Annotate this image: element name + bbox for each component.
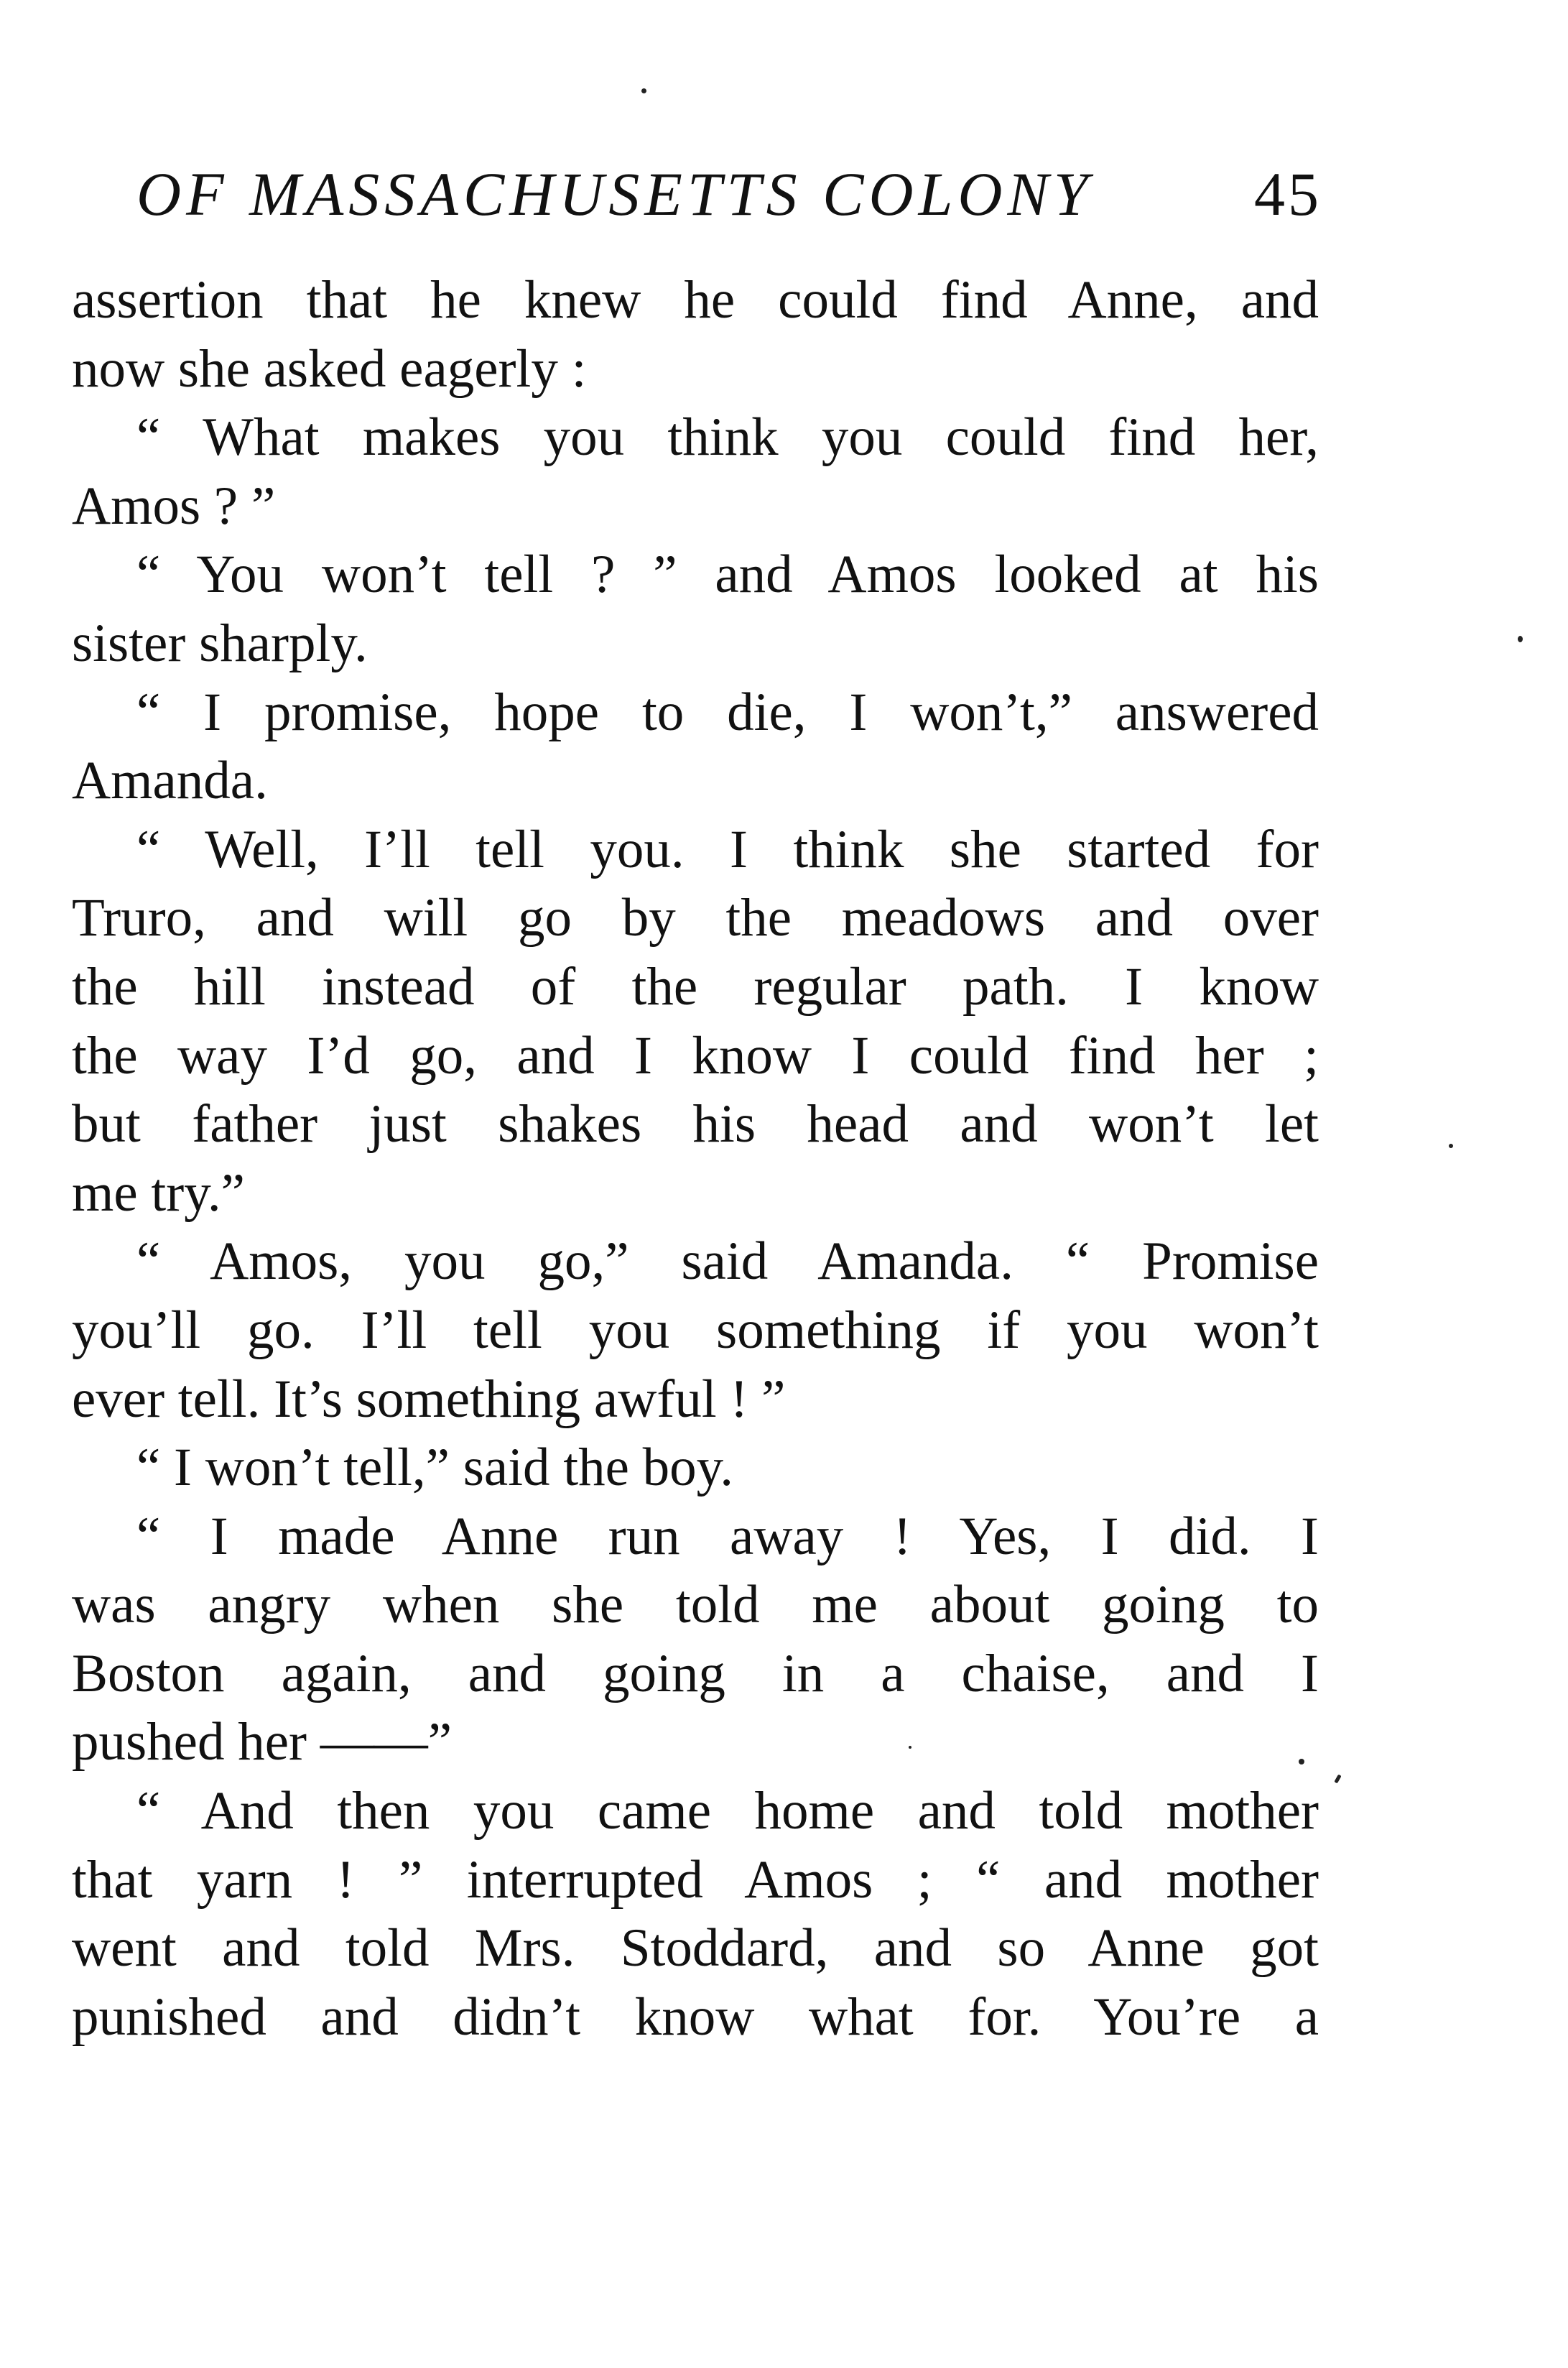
print-speck [909, 1746, 911, 1749]
text-line: that yarn ! ” interrupted Amos ; “ and mother [72, 1849, 1319, 1910]
print-speck [641, 88, 646, 93]
text-line: the hill instead of the regular path. I know [72, 956, 1319, 1017]
text-line: pushed her ——” [72, 1712, 453, 1772]
text-line: Boston again, and going in a chaise, and I [72, 1643, 1319, 1703]
text-line: “ And then you came home and told mother [136, 1781, 1319, 1841]
body-text [72, 266, 1319, 2051]
text-line: Amos ? ” [72, 476, 276, 536]
text-line: me try.” [72, 1162, 245, 1223]
running-title: OF MASSACHUSETTS COLONY [136, 159, 1093, 228]
text-line: Truro, and will go by the meadows and over [72, 888, 1319, 948]
text-line: “ What makes you think you could find her, [136, 407, 1319, 468]
text-line: “ You won’t tell ? ” and Amos looked at his [136, 545, 1319, 605]
running-head [136, 158, 1322, 244]
text-line: but father just shakes his head and won’t let [72, 1094, 1319, 1155]
text-line: “ Well, I’ll tell you. I think she started for [136, 819, 1319, 879]
print-speck [1299, 1759, 1304, 1765]
text-line: “ I won’t tell,” said the boy. [136, 1438, 734, 1498]
text-line: “ I made Anne run away ! Yes, I did. I [136, 1506, 1319, 1566]
text-line: “ I promise, hope to die, I won’t,” answered [136, 682, 1319, 742]
page-number: 45 [1254, 159, 1322, 228]
text-line: you’ll go. I’ll tell you something if you won’t [72, 1300, 1319, 1360]
text-line: the way I’d go, and I know I could find her ; [72, 1025, 1319, 1086]
text-line: sister sharply. [72, 613, 368, 673]
text-line: went and told Mrs. Stoddard, and so Anne got [72, 1918, 1319, 1979]
text-line: “ Amos, you go,” said Amanda. “ Promise [136, 1231, 1319, 1292]
text-line: ever tell. It’s something awful ! ” [72, 1369, 786, 1429]
text-line: Amanda. [72, 751, 268, 811]
text-line: punished and didn’t know what for. You’re a [72, 1987, 1319, 2047]
text-line: was angry when she told me about going to [72, 1575, 1319, 1635]
print-speck [1449, 1144, 1453, 1148]
print-speck [1334, 1775, 1341, 1784]
text-line: now she asked eagerly : [72, 338, 587, 399]
text-line: assertion that he knew he could find Anne, and [72, 270, 1319, 330]
print-speck [1518, 636, 1523, 642]
